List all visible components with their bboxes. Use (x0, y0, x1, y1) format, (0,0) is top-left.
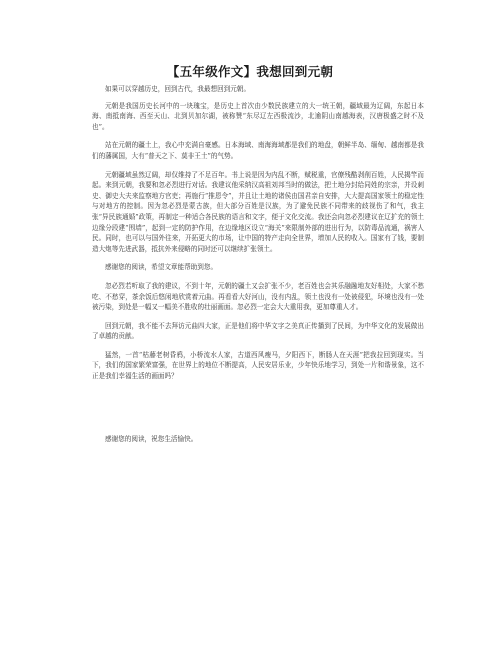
paragraph-reality: 猛然，一首“枯藤老树昏鸦，小桥流水人家，古道西风瘦马，夕阳西下，断肠人在天涯”把我拉回到现实。当下，我们的国家繁荣富强，在世界上的地位不断提高，人民安居乐业，少年快乐地学习，到处一片和谐景象，这不正是我们幸福生活的画面吗？ (92, 350, 424, 381)
closing-line: 感谢您的阅读，祝您生活愉快。 (105, 434, 198, 443)
paragraph-dialogue: 元朝疆域虽然辽阔，却仅维持了不足百年。书上说是因为内乱不断，赋税重，官僚残酷剥削百姓，人民揭竿而起。来到元朝，我要和忽必烈进行对话。我建议他采纳汉高祖刘邦当时的做法，把土地分封给同姓的宗亲，并设刺史、御史大夫来监察地方官吏；再施行“推恩令”，并且让土地的诸侯由国君亲自安排，大大提高国家领土的稳定性与对地方的控制。因为忽必烈是蒙古族，但大部分百姓是汉族，为了避免民族不同带来的歧视伤了和气，我主张“异民族通婚”政策，再制定一种适合各民族的语言和文字，便于文化交流。我还会向忽必烈建议在辽扩充的领土边缘分段建“围墙”，起到一定的防护作用，在边缘地区设立“海关”来限制外部的进出行为，以防毒品流通，祸害人民。同时，也可以与国外往来，开拓更大的市场，让中国的特产走向全世界，增加人民的收入。国家有了钱，要制造大炮等先进武器，抵抗外来侵略的同时还可以继续扩张领土。 (92, 170, 424, 253)
document-title: 【五年级作文】我想回到元朝 (166, 64, 334, 79)
document-body (92, 84, 424, 444)
paragraph-pride: 站在元朝的疆土上，我心中充满自豪感。日本海域、南海海域都是我们的地盘，朝鲜半岛、缅甸、越南都是我们的藩属国，大有“普天之下、莫非王土”的气势。 (92, 141, 424, 160)
paragraph-territory: 元朝是我国历史长河中的一块瑰宝，是历史上首次由少数民族建立的大一统王朝，疆域最为辽阔，东起日本海、南抵南海、西至天山、北到贝加尔湖，被称赞“东尽辽左西极流沙，北逾阴山南越海表，汉唐极盛之时不及也”。 (92, 101, 424, 131)
paragraph-intro: 如果可以穿越历史，回到古代，我最想回到元朝。 (105, 85, 251, 93)
paragraph-thanks-inline: 感谢您的阅读，希望文章能帮助到您。 (105, 263, 218, 272)
paragraph-yuanqu: 回到元朝，我不能不去拜访元曲四大家，正是他们将中华文字之美真正传播到了民间，为中华文化的发展做出了卓越的贡献。 (92, 321, 424, 341)
paragraph-outcome: 忽必烈若听取了我的建议，不到十年，元朝的疆土又会扩张不少，老百姓也会其乐融融地友好相处，大家不愁吃、不愁穿，茶余饭后悠闲地欣赏着元曲。再看看大好河山，没有内乱，领土也没有一处被侵犯，环境也没有一处被污染，到处是一幅又一幅美不胜收的壮丽画面。忽必烈一定会大大重用我，更加尊重人才。 (92, 281, 424, 312)
